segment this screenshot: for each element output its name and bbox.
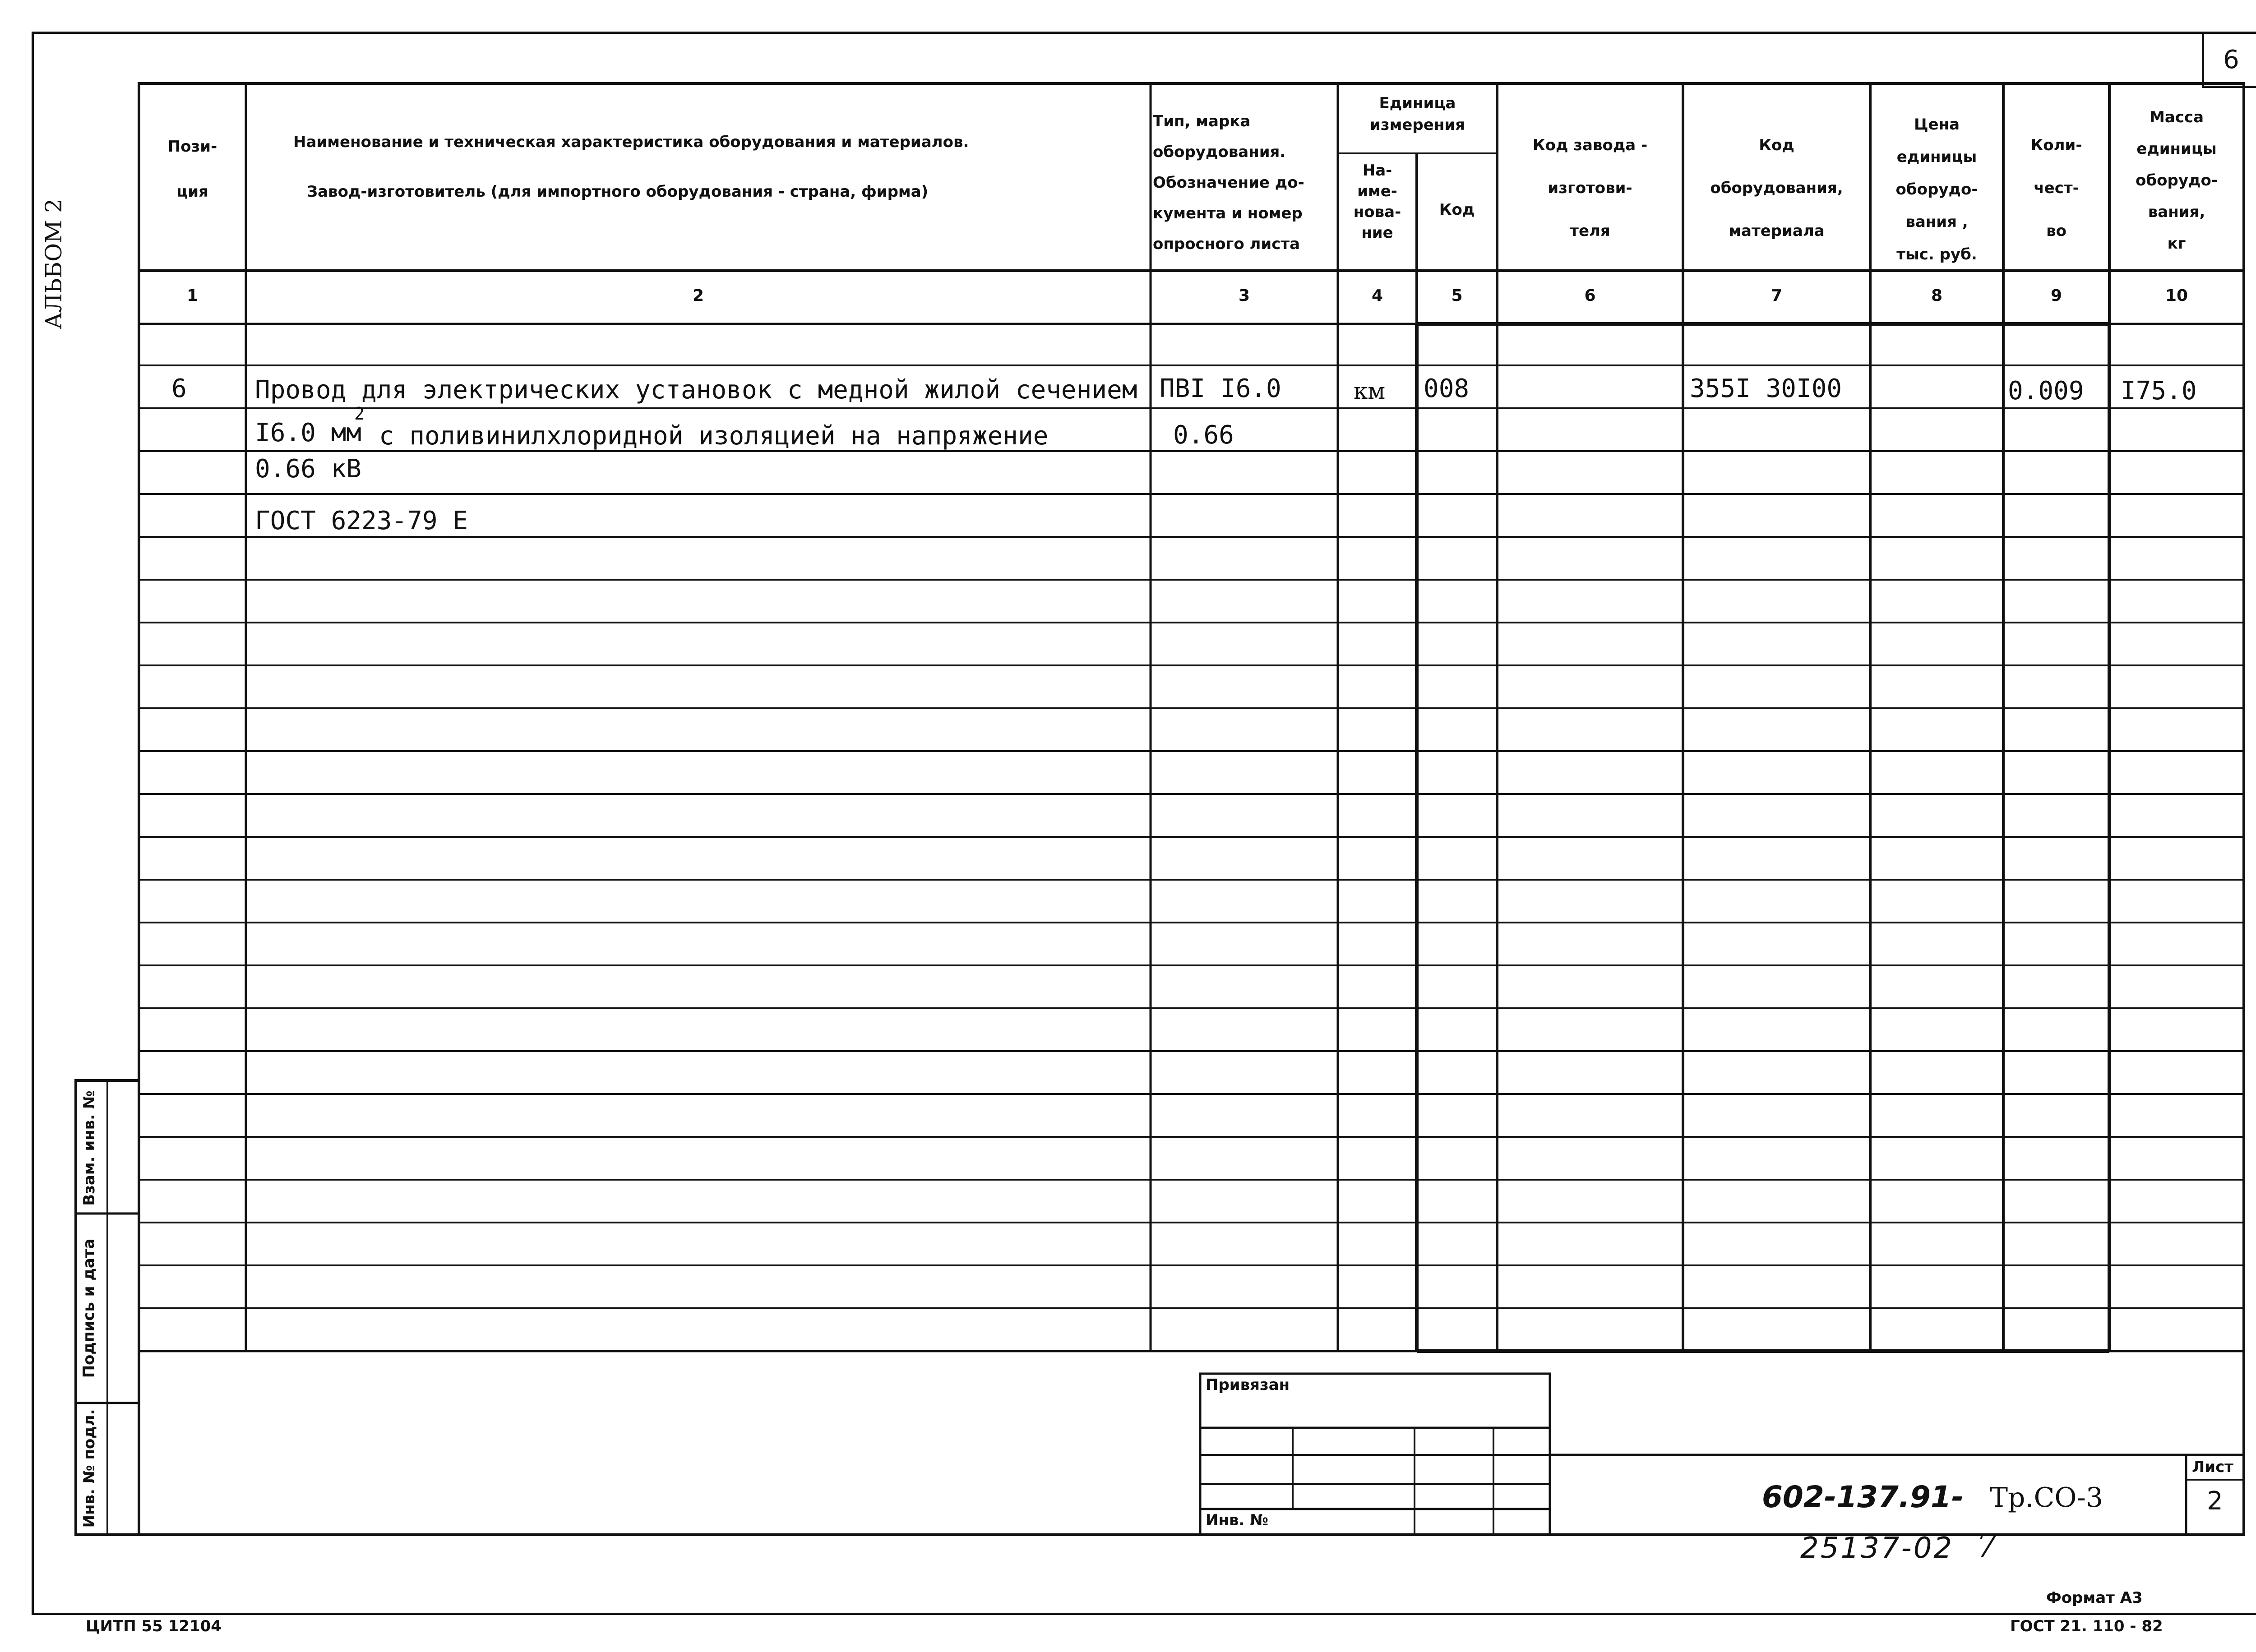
- row-equipment-code: 355I 30I00: [1690, 374, 1842, 403]
- header-quantity: [2003, 124, 2109, 253]
- header-equipment-line3: материала: [1729, 222, 1825, 240]
- header-quantity-line1: Коли-: [2030, 136, 2082, 154]
- header-type-line1: Тип, марка: [1153, 112, 1251, 130]
- row-unit-name: км: [1354, 378, 1386, 404]
- gost-label: ГОСТ 21. 110 - 82: [2010, 1617, 2163, 1635]
- header-type-line2: оборудования.: [1153, 143, 1286, 161]
- header-price-line1: Цена: [1914, 115, 1960, 134]
- header-factory-code: [1497, 124, 1683, 253]
- header-unit-name-line2: име-: [1357, 182, 1397, 200]
- header-mass: [2109, 102, 2244, 259]
- header-name: [293, 131, 1142, 203]
- sheet-label: Лист: [2192, 1458, 2233, 1476]
- header-type-line5: опросного листа: [1153, 235, 1300, 253]
- colnum-9: 9: [2050, 286, 2062, 305]
- colnum-3: 3: [1238, 286, 1250, 305]
- header-type-line4: кумента и номер: [1153, 204, 1303, 222]
- colnum-1: 1: [186, 286, 199, 305]
- header-unit-name-line4: ние: [1361, 224, 1393, 242]
- header-quantity-line2: чест-: [2034, 179, 2079, 197]
- stamp-inv-no: Инв. №: [1206, 1511, 1269, 1529]
- page-number: 6: [2223, 45, 2239, 74]
- row-position: 6: [171, 374, 187, 403]
- colnum-7: 7: [1771, 286, 1783, 305]
- header-factory-line2: изготови-: [1548, 179, 1632, 197]
- colnum-2: 2: [692, 286, 704, 305]
- row-name-line1: Провод для электрических установок с медной жилой сечением: [255, 375, 1137, 405]
- row-name-superscript: 2: [354, 404, 365, 424]
- header-price-line3: оборудо-: [1895, 180, 1978, 198]
- header-factory-line3: теля: [1570, 222, 1610, 240]
- row-mass: I75.0: [2121, 376, 2197, 406]
- stamp-signature-date: Подпись и дата: [80, 1238, 98, 1378]
- header-price-line2: единицы: [1896, 148, 1977, 166]
- format-label: Формат А3: [2046, 1589, 2143, 1607]
- row-type-line1: ПВI I6.0: [1160, 374, 1281, 403]
- header-position: [139, 135, 246, 203]
- inventory-page: 7: [1976, 1527, 1997, 1565]
- header-position-line2: ция: [176, 183, 208, 201]
- row-type-line2: 0.66: [1173, 420, 1234, 450]
- inventory-number: 25137-02: [1800, 1532, 1954, 1565]
- row-name-line2b: с поливинилхлоридной изоляцией на напряжение: [379, 421, 1049, 451]
- header-unit-line2: измерения: [1370, 116, 1465, 134]
- stamp-vzam-inv: Взам. инв. №: [80, 1090, 98, 1206]
- album-label: АЛЬБОМ 2: [41, 198, 67, 329]
- header-name-line1: Наименование и техническая характеристика оборудования и материалов.: [293, 133, 969, 151]
- header-unit-group: [1338, 92, 1497, 136]
- header-equipment-code: [1683, 124, 1870, 253]
- header-price: [1870, 108, 2003, 271]
- row-name-line2: I6.0 мм: [255, 418, 362, 448]
- header-type-line3: Обозначение до-: [1153, 174, 1304, 192]
- header-unit-line1: Единица: [1379, 94, 1456, 112]
- row-name-line4: ГОСТ 6223-79 Е: [255, 506, 468, 535]
- header-mass-line4: вания,: [2148, 203, 2205, 221]
- header-factory-line1: Код завода -: [1532, 136, 1648, 154]
- header-mass-line1: Масса: [2149, 108, 2204, 126]
- header-mass-line5: кг: [2167, 235, 2186, 253]
- doc-code: 602-137.91-: [1762, 1480, 1964, 1514]
- header-quantity-line3: во: [2046, 222, 2066, 240]
- row-unit-code: 008: [1424, 374, 1470, 403]
- header-equipment-line1: Код: [1759, 136, 1794, 154]
- sheet-value: 2: [2207, 1486, 2223, 1516]
- header-name-line2: Завод-изготовитель (для импортного оборудования - страна, фирма): [307, 183, 929, 201]
- header-equipment-line2: оборудования,: [1710, 179, 1843, 197]
- row-name-line3: 0.66 кВ: [255, 454, 362, 484]
- header-unit-name: [1338, 160, 1417, 243]
- header-mass-line2: единицы: [2136, 140, 2217, 158]
- header-type: [1153, 106, 1336, 259]
- stamp-inv-podl: Инв. № подл.: [80, 1409, 98, 1528]
- header-price-line5: тыс. руб.: [1896, 245, 1977, 263]
- header-unit-code: Код: [1439, 201, 1475, 219]
- ctip-label: ЦИТП 55 12104: [86, 1617, 222, 1635]
- colnum-10: 10: [2165, 286, 2188, 305]
- header-mass-line3: оборудо-: [2136, 171, 2218, 189]
- doc-mark: Тр.СО-3: [1990, 1482, 2103, 1514]
- header-position-line1: Пози-: [167, 138, 217, 156]
- colnum-5: 5: [1451, 286, 1463, 305]
- colnum-4: 4: [1371, 286, 1383, 305]
- header-unit-name-line3: нова-: [1353, 203, 1401, 221]
- header-price-line4: вания ,: [1905, 213, 1968, 231]
- colnum-8: 8: [1931, 286, 1943, 305]
- stamp-privyazan: Привязан: [1206, 1376, 1290, 1394]
- colnum-6: 6: [1584, 286, 1596, 305]
- header-unit-name-line1: На-: [1362, 162, 1392, 180]
- row-quantity: 0.009: [2008, 376, 2084, 406]
